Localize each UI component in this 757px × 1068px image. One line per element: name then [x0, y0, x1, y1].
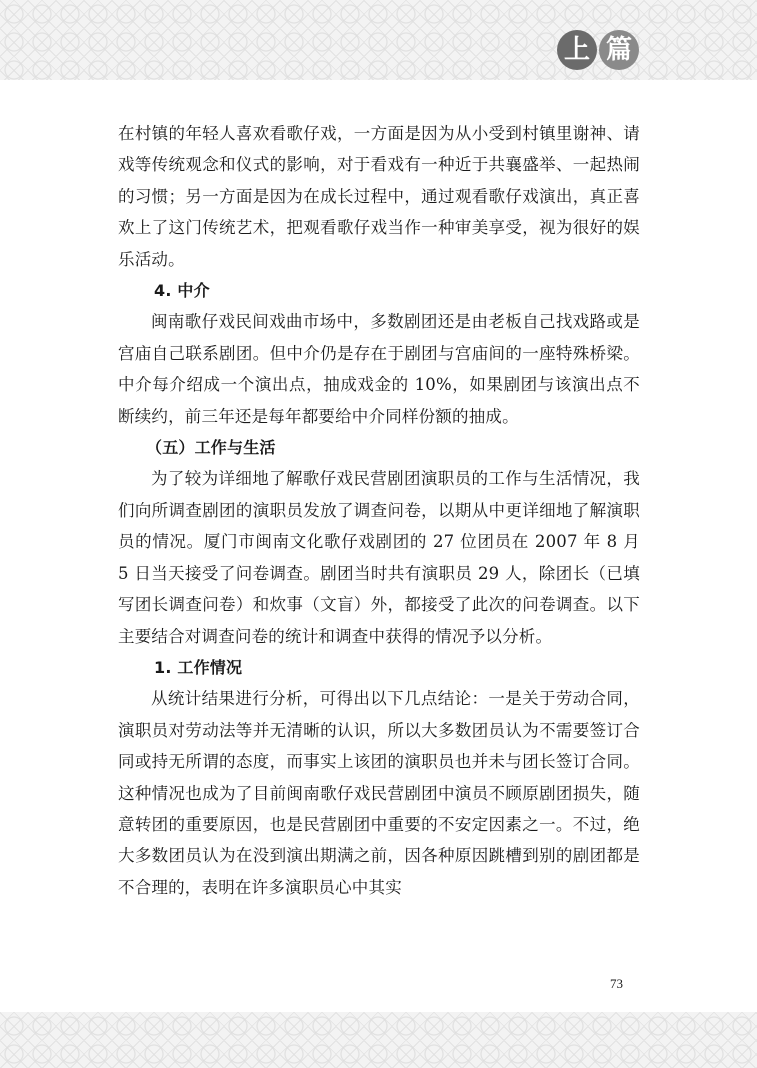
- page-body: [118, 118, 640, 903]
- chapter-badge: [557, 30, 639, 70]
- paragraph-analysis: 从统计结果进行分析，可得出以下几点结论：一是关于劳动合同，演职员对劳动法等并无清晰的认识，所以大多数团员认为不需要签订合同或持无所谓的态度，而事实上该团的演职员也并未与团长签订合同。这种情况也成为了目前闽南歌仔戏民营剧团中演员不顾原剧团损失，随意转团的重要原因，也是民营剧团中重要的不安定因素之一。不过，绝大多数团员认为在没到演出期满之前，因各种原因跳槽到别的剧团都是不合理的，表明在许多演职员心中其实: [118, 689, 640, 897]
- section-heading-agency: 4. 中介: [154, 281, 210, 301]
- footer-pattern-band: [0, 1012, 757, 1068]
- paragraph-continued: 在村镇的年轻人喜欢看歌仔戏，一方面是因为从小受到村镇里谢神、请戏等传统观念和仪式的影响，对于看戏有一种近于共襄盛举、一起热闹的习惯；另一方面是因为在成长过程中，通过观看歌仔戏演出，真正喜欢上了这门传统艺术，把观看歌仔戏当作一种审美享受，视为很好的娱乐活动。: [118, 124, 640, 269]
- header-pattern-band: [0, 0, 757, 80]
- paragraph-agency: 闽南歌仔戏民间戏曲市场中，多数剧团还是由老板自己找戏路或是宫庙自己联系剧团。但中介仍是存在于剧团与宫庙间的一座特殊桥梁。中介每介绍成一个演出点，抽成戏金的 10%，如果剧团与该演出点不断续约，前三年还是每年都要给中介同样份额的抽成。: [118, 312, 640, 426]
- section-heading-work-situation: 1. 工作情况: [154, 657, 243, 677]
- page-number: 73: [610, 976, 623, 991]
- paragraph-survey: 为了较为详细地了解歌仔戏民营剧团演职员的工作与生活情况，我们向所调查剧团的演职员发放了调查问卷，以期从中更详细地了解演职员的情况。厦门市闽南文化歌仔戏剧团的 27 位团员在 2007 年 8 月 5 日当天接受了问卷调查。剧团当时共有演职员 29 人，除团长（已填写团长调查问卷）和炊事（文盲）外，都接受了此次的问卷调查。以下主要结合对调查问卷的统计和调查中获得的情况予以分析。: [118, 469, 640, 646]
- chapter-badge-char-2: 篇: [599, 30, 639, 70]
- section-heading-work-life: （五）工作与生活: [146, 438, 276, 458]
- chapter-badge-char-1: 上: [557, 30, 597, 70]
